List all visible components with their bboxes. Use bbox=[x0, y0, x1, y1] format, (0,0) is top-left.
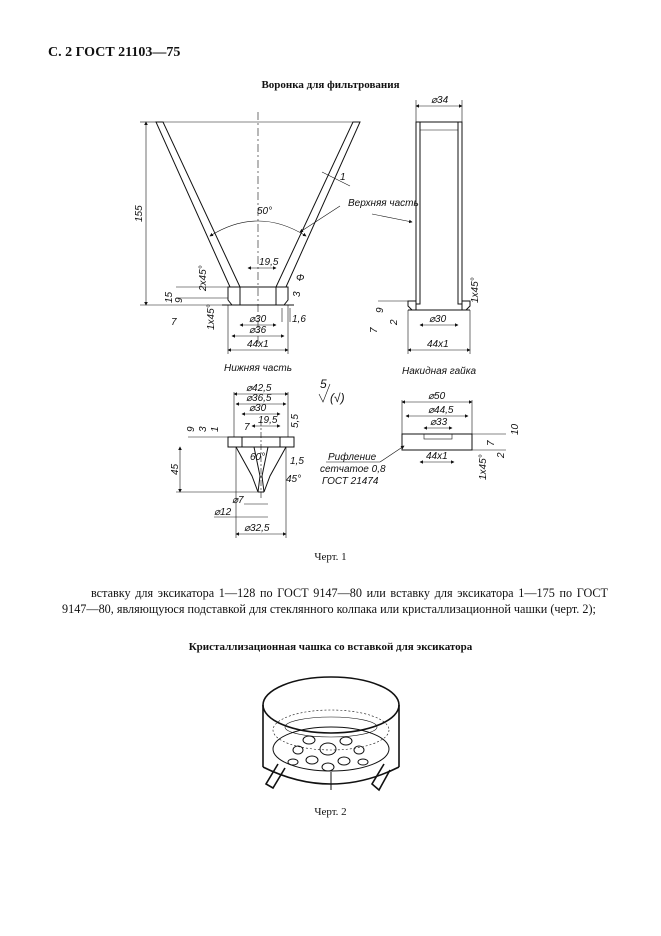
dim-2-d: 2 bbox=[496, 452, 507, 458]
crystallization-dish-drawing bbox=[263, 677, 399, 790]
funnel-view bbox=[134, 112, 419, 374]
dim-d32-5: ⌀32,5 bbox=[244, 523, 270, 534]
dim-2x45: 2х45° bbox=[198, 265, 209, 291]
roughness-note: (√) bbox=[330, 391, 345, 405]
dim-1-c: 1 bbox=[210, 426, 221, 432]
dim-d30-a: ⌀30 bbox=[249, 314, 267, 325]
dim-d7: ⌀7 bbox=[232, 495, 244, 506]
dim-d50: ⌀50 bbox=[428, 391, 446, 402]
dim-19-5-b: 19,5 bbox=[258, 415, 278, 426]
dim-d34: ⌀34 bbox=[431, 95, 449, 106]
dim-9-b: 9 bbox=[375, 307, 386, 313]
dim-2-b: 2 bbox=[389, 319, 400, 325]
dim-angle-50: 50° bbox=[257, 206, 273, 217]
dim-d33: ⌀33 bbox=[430, 417, 448, 428]
dim-5-5: 5,5 bbox=[290, 414, 301, 428]
dim-1x45-a: 1х45° bbox=[206, 304, 217, 330]
dim-155: 155 bbox=[134, 205, 145, 222]
dim-d30-c: ⌀30 bbox=[249, 403, 267, 414]
dim-angle-60: 60° bbox=[250, 452, 266, 463]
dim-7-a: 7 bbox=[171, 317, 177, 328]
knurl-note-line-2: сетчатое 0,8 bbox=[320, 464, 386, 475]
dim-7-d: 7 bbox=[486, 440, 497, 446]
roughness-mark bbox=[319, 377, 345, 405]
dim-9-c: 9 bbox=[186, 426, 197, 432]
dim-3-c: 3 bbox=[198, 426, 209, 432]
dim-d12: ⌀12 bbox=[214, 507, 232, 518]
label-cap-nut: Накидная гайка bbox=[402, 366, 477, 377]
knurled-ring-view bbox=[320, 391, 521, 487]
roughness-value: 5 bbox=[320, 377, 327, 391]
dim-45: 45 bbox=[170, 463, 181, 475]
lower-detail-view bbox=[170, 383, 304, 538]
dim-1x45-b: 1х45° bbox=[470, 277, 481, 303]
dim-d30-b: ⌀30 bbox=[429, 314, 447, 325]
knurl-note-line-3: ГОСТ 21474 bbox=[322, 476, 379, 487]
dim-10: 10 bbox=[510, 423, 521, 435]
dim-d42-5: ⌀42,5 bbox=[246, 383, 272, 394]
body-paragraph: вставку для эксикатора 1—128 по ГОСТ 9147—80 или вставку для эксикатора 1—175 по ГОСТ 9147—80, являющуюся подставкой для стеклянного колпака или кристаллизационной чашки (черт. 2); bbox=[62, 586, 608, 616]
knurl-note-line-1: Рифление bbox=[328, 452, 377, 463]
dim-44x1-b: 44х1 bbox=[427, 339, 449, 350]
dim-1: 1 bbox=[340, 172, 346, 183]
label-upper-1: Верхняя часть bbox=[348, 198, 419, 209]
page-header: С. 2 ГОСТ 21103—75 bbox=[48, 45, 181, 60]
dim-19-5-a: 19,5 bbox=[259, 257, 279, 268]
dim-d44-5: ⌀44,5 bbox=[428, 405, 454, 416]
dim-9-a: 9 bbox=[174, 297, 185, 303]
cap-nut-view bbox=[369, 95, 481, 377]
dim-7-b: 7 bbox=[369, 327, 380, 333]
dim-1x45-c: 1х45° bbox=[478, 454, 489, 480]
dim-44x1-c: 44х1 bbox=[426, 451, 448, 462]
label-lower-part: Нижняя часть bbox=[224, 363, 292, 374]
dim-d36-5: ⌀36,5 bbox=[246, 393, 272, 404]
dim-3-a: 3 bbox=[292, 291, 303, 297]
dim-phi: Φ bbox=[296, 273, 305, 284]
figure1-title: Воронка для фильтрования bbox=[261, 79, 400, 91]
dim-44x1-a: 44х1 bbox=[247, 339, 269, 350]
dim-1-6: 1,6 bbox=[292, 314, 306, 325]
dim-angle-45: 45° bbox=[286, 474, 302, 485]
figure1-caption: Черт. 1 bbox=[314, 551, 347, 563]
figure2-caption: Черт. 2 bbox=[314, 806, 347, 818]
dim-15: 15 bbox=[164, 291, 175, 303]
dim-7-c: 7 bbox=[244, 422, 250, 433]
dim-1-5: 1,5 bbox=[290, 456, 304, 467]
dim-d36-a: ⌀36 bbox=[249, 325, 267, 336]
figure2-title: Кристаллизационная чашка со вставкой для эксикатора bbox=[188, 641, 473, 653]
